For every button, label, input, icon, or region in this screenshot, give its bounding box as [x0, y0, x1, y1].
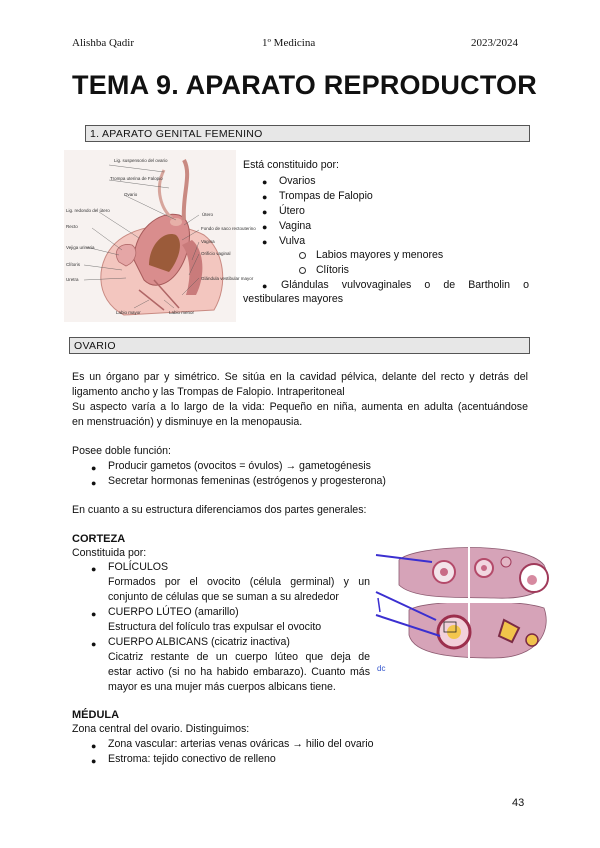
- bullet-icon: ●: [262, 237, 268, 247]
- bullet-icon: ●: [262, 207, 268, 217]
- list-item: Trompas de Falopio: [279, 190, 373, 202]
- list-item: Glándulas vulvovaginales o de Bartholin o: [281, 279, 529, 291]
- section-box-ovario: OVARIO: [69, 337, 530, 354]
- bullet-icon: ●: [91, 639, 97, 649]
- paragraph: en menstruación) y disminuye en la menopausia.: [72, 416, 303, 428]
- figure-label: Labio menor: [169, 310, 195, 315]
- paragraph: Es un órgano par y simétrico. Se sitúa en la cavidad pélvica, delante del recto y detrás del: [72, 371, 528, 383]
- female-anatomy-figure: [64, 150, 256, 322]
- header-year: 2023/2024: [471, 37, 519, 49]
- bullet-icon: ●: [91, 478, 97, 488]
- bullet-icon: ●: [262, 222, 268, 232]
- sub-list-item: Labios mayores y menores: [316, 249, 444, 261]
- bullet-icon: ●: [262, 192, 268, 202]
- figure-label: Fondo de saco rectouterino: [201, 226, 256, 231]
- bullet-icon: ●: [91, 609, 97, 619]
- list-item-desc: Formados por el ovocito (célula germinal) y un: [108, 576, 370, 588]
- list-item-desc: Estructura del folículo tras expulsar el ovocito: [108, 621, 322, 633]
- header-course: 1º Medicina: [262, 37, 316, 49]
- list-item: Secretar hormonas femeninas (estrógenos y progesterona): [108, 475, 386, 487]
- page-title: TEMA 9. APARATO REPRODUCTOR: [72, 70, 537, 100]
- micrograph-tag: dc: [377, 664, 386, 673]
- heading-corteza: CORTEZA: [72, 533, 126, 545]
- intro-text: Está constituido por:: [243, 159, 339, 171]
- bullet-icon: ●: [262, 177, 268, 187]
- page-number: 43: [512, 797, 525, 809]
- paragraph: Su aspecto varía a lo largo de la vida: Pequeño en niña, aumenta en adulta (acentuándose: [72, 401, 528, 413]
- list-item-desc: estar activo (si no ha habido embarazo). Cuanto más: [108, 666, 370, 678]
- bullet-icon: ●: [91, 741, 97, 751]
- list-item: Vulva: [279, 235, 306, 247]
- paragraph: Constituida por:: [72, 547, 147, 559]
- sub-list-item: Clítoris: [316, 264, 349, 276]
- paragraph: En cuanto a su estructura diferenciamos dos partes generales:: [72, 504, 367, 516]
- figure-label: Recto: [66, 224, 78, 229]
- figure-label: Ovario: [124, 192, 138, 197]
- paragraph: Posee doble función:: [72, 445, 171, 457]
- bullet-icon: ●: [91, 564, 97, 574]
- list-item: Producir gametos (ovocitos = óvulos) → gametogénesis: [108, 460, 371, 472]
- figure-label: Labio mayor: [116, 310, 141, 315]
- list-item: Estroma: tejido conectivo de relleno: [108, 753, 276, 765]
- figure-label: Lig. suspensorio del ovario: [114, 158, 168, 163]
- bullet-icon: ●: [262, 281, 268, 291]
- paragraph: ligamento ancho y las Trompas de Falopio. Intraperitoneal: [72, 386, 345, 398]
- list-item: Útero: [279, 205, 305, 217]
- circle-bullet-icon: [299, 252, 306, 259]
- figure-label: Orificio vaginal: [201, 251, 231, 256]
- figure-label: Uretra: [66, 277, 79, 282]
- figure-label: Trompa uterina de Falopio: [110, 176, 163, 181]
- list-item-title: CUERPO LÚTEO (amarillo): [108, 606, 239, 618]
- list-item-continued: vestibulares mayores: [243, 293, 344, 305]
- list-item: Ovarios: [279, 175, 316, 187]
- list-item: Zona vascular: arterias venas ováricas → hilio del ovario: [108, 738, 374, 750]
- list-item-title: CUERPO ALBICANS (cicatriz inactiva): [108, 636, 290, 648]
- figure-label: Glándula vestibular mayor: [201, 276, 254, 281]
- list-item-title: FOLÍCULOS: [108, 561, 169, 573]
- figure-label: Vagina: [201, 239, 215, 244]
- section-box-genital-femenino: 1. APARATO GENITAL FEMENINO: [85, 125, 530, 142]
- list-item-desc: conjunto de células que se suman a su alrededor: [108, 591, 339, 603]
- heading-medula: MÉDULA: [72, 709, 120, 721]
- figure-label: Vejiga urinaria: [66, 245, 95, 250]
- ovary-micrograph: [374, 540, 554, 662]
- figure-label: Clítoris: [66, 262, 81, 267]
- circle-bullet-icon: [299, 267, 306, 274]
- list-item-desc: mayor es una mujer más cuerpos albicans tiene.: [108, 681, 336, 693]
- bullet-icon: ●: [91, 756, 97, 766]
- list-item-desc: Cicatriz restante de un cuerpo lúteo que deja de: [108, 651, 370, 663]
- bullet-icon: ●: [91, 463, 97, 473]
- figure-label: Útero: [202, 212, 214, 217]
- paragraph: Zona central del ovario. Distinguimos:: [72, 723, 250, 735]
- list-item: Vagina: [279, 220, 312, 232]
- header-author: Alishba Qadir: [72, 37, 135, 49]
- figure-label: Lig. redondo del útero: [66, 208, 110, 213]
